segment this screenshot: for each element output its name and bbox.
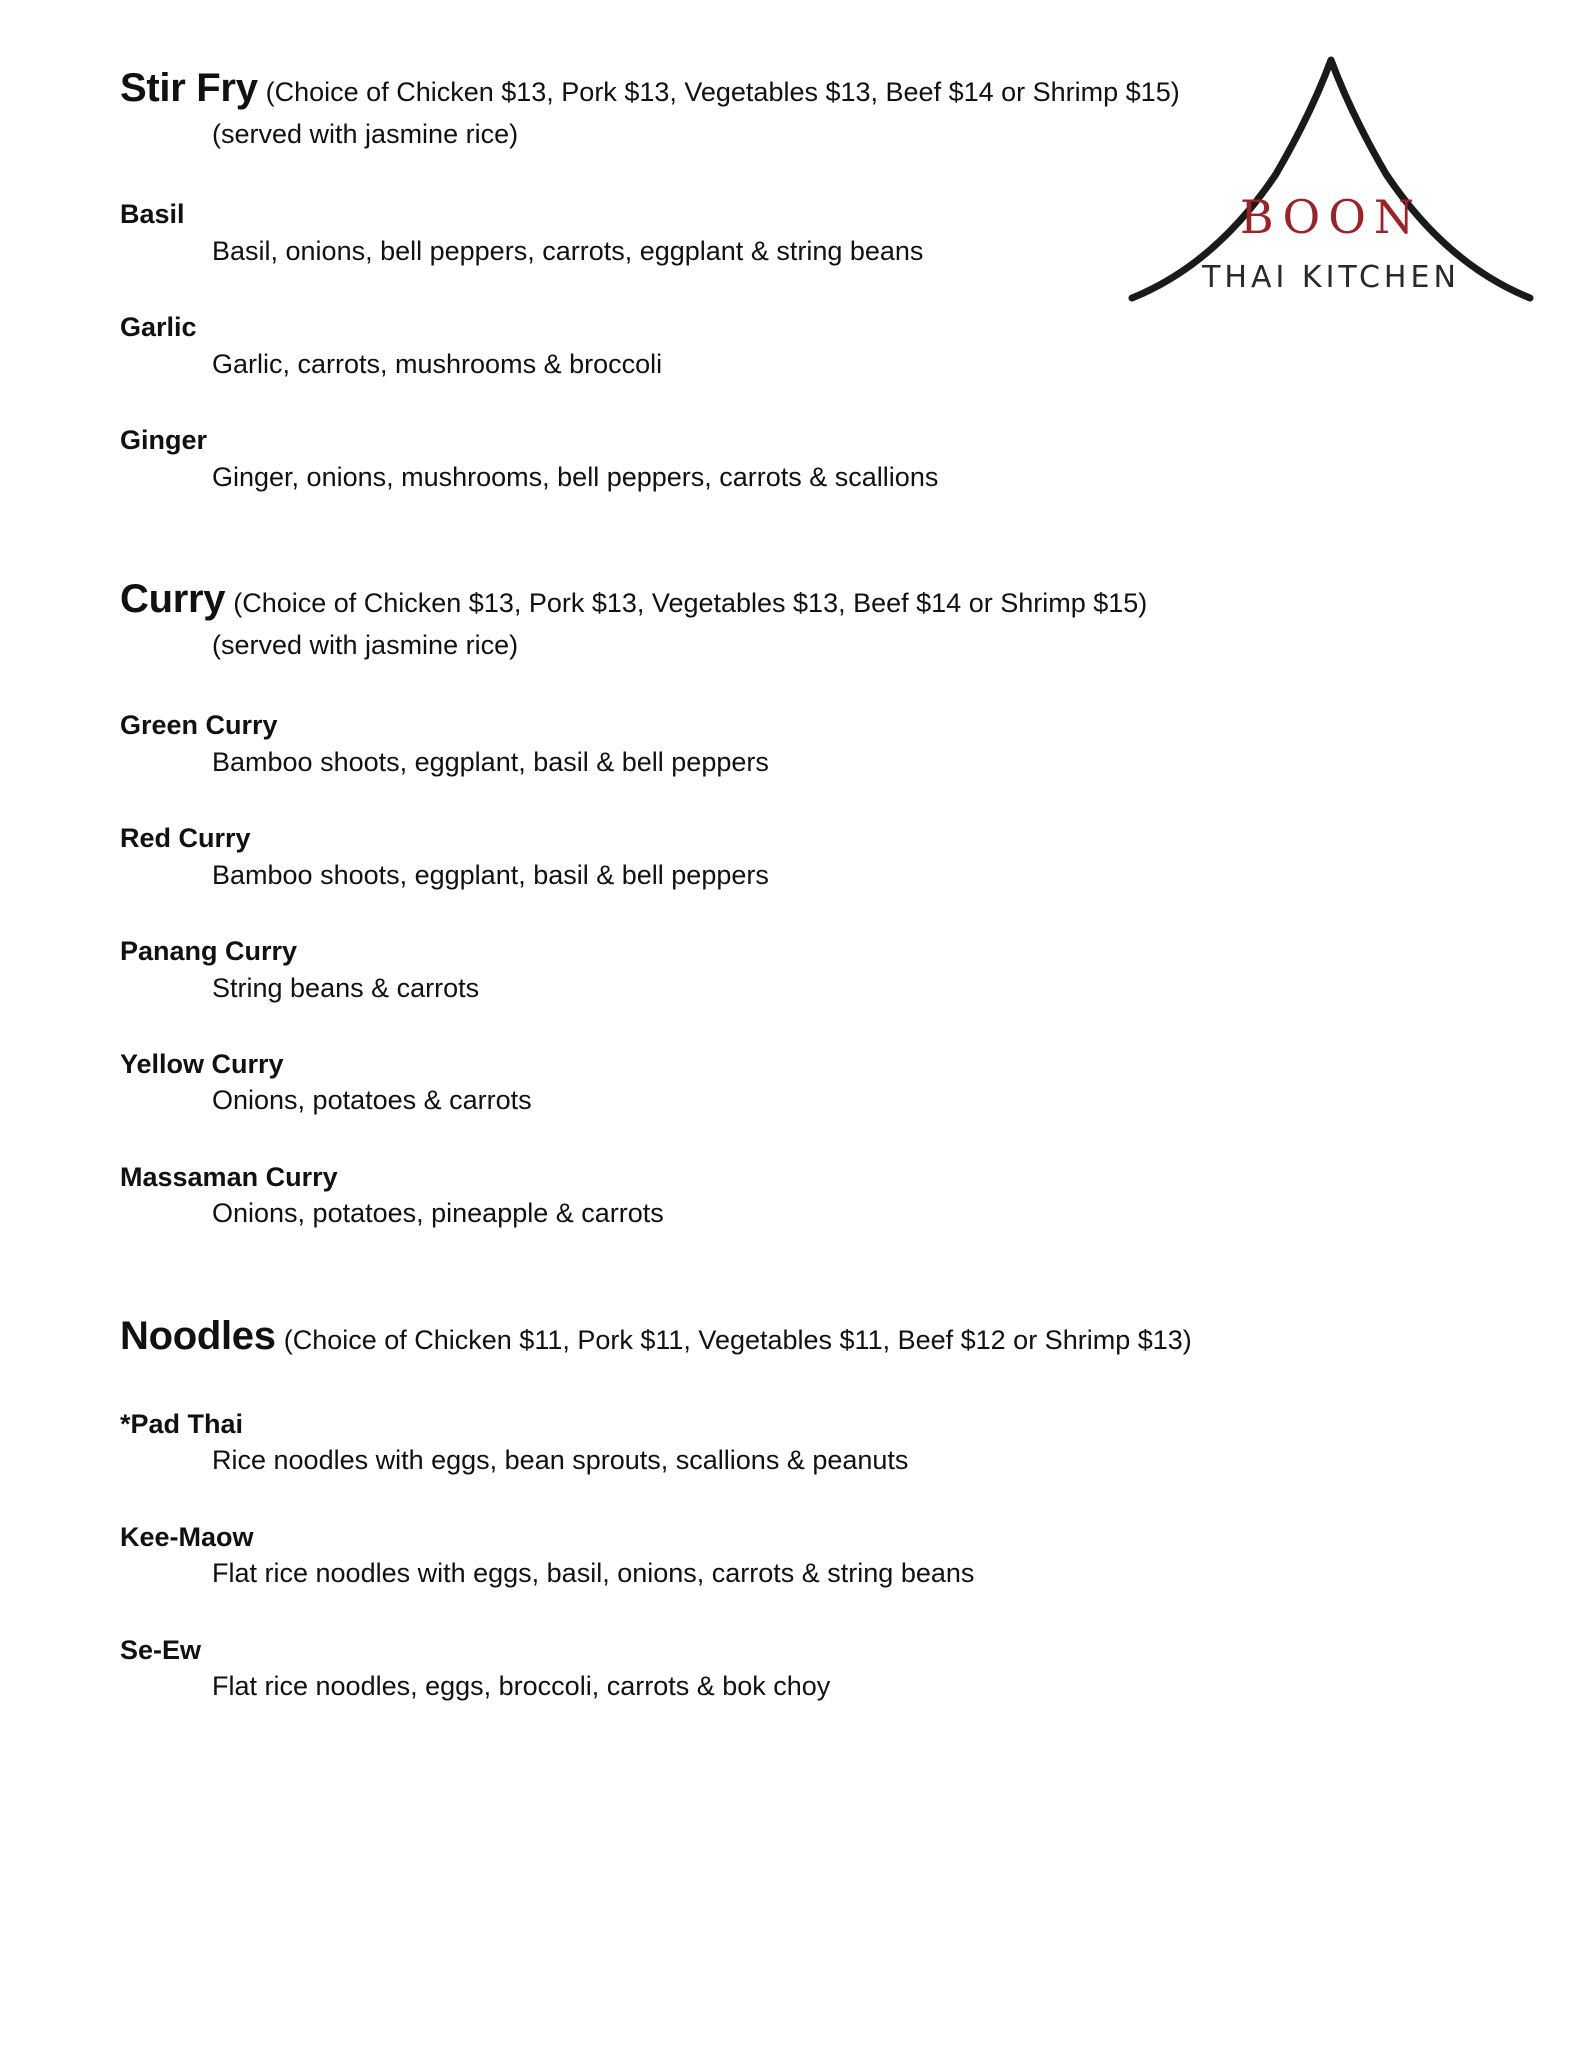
item-name: Se-Ew bbox=[120, 1634, 202, 1665]
item-description: Onions, potatoes & carrots bbox=[212, 1085, 532, 1116]
menu-item bbox=[120, 196, 1200, 269]
section-title: Stir Fry bbox=[120, 66, 258, 110]
menu bbox=[120, 64, 1200, 1784]
item-name: Basil bbox=[120, 199, 185, 230]
logo-name: BOON bbox=[1239, 190, 1423, 244]
item-name: Green Curry bbox=[120, 710, 278, 741]
section-header bbox=[120, 1312, 1200, 1360]
menu-item bbox=[120, 707, 1200, 780]
item-name: Yellow Curry bbox=[120, 1049, 284, 1080]
item-description: Bamboo shoots, eggplant, basil & bell peppers bbox=[212, 859, 769, 890]
section-choices: (Choice of Chicken $13, Pork $13, Vegetables $13, Beef $14 or Shrimp $15) bbox=[233, 588, 1148, 619]
item-description: Basil, onions, bell peppers, carrots, eggplant & string beans bbox=[212, 235, 924, 266]
item-list bbox=[120, 707, 1200, 1231]
item-name: Garlic bbox=[120, 312, 197, 343]
section-note: (served with jasmine rice) bbox=[212, 630, 519, 661]
item-name: Red Curry bbox=[120, 823, 251, 854]
item-name: *Pad Thai bbox=[120, 1408, 244, 1439]
section-header bbox=[120, 575, 1200, 661]
menu-item bbox=[120, 309, 1200, 382]
menu-item bbox=[120, 933, 1200, 1006]
section-title: Curry bbox=[120, 577, 226, 622]
logo-subtitle: THAI KITCHEN bbox=[1202, 260, 1460, 295]
item-list bbox=[120, 196, 1200, 495]
section-choices: (Choice of Chicken $11, Pork $11, Vegetables $11, Beef $12 or Shrimp $13) bbox=[283, 1324, 1192, 1355]
menu-item bbox=[120, 422, 1200, 495]
section-noodles bbox=[120, 1312, 1200, 1705]
menu-item bbox=[120, 1406, 1200, 1479]
item-description: Bamboo shoots, eggplant, basil & bell peppers bbox=[212, 746, 769, 777]
menu-item bbox=[120, 1632, 1200, 1705]
item-description: Onions, potatoes, pineapple & carrots bbox=[212, 1198, 664, 1229]
menu-item bbox=[120, 1519, 1200, 1592]
menu-item bbox=[120, 1046, 1200, 1119]
item-description: Garlic, carrots, mushrooms & broccoli bbox=[212, 348, 663, 379]
section-stir-fry bbox=[120, 64, 1200, 495]
item-description: Ginger, onions, mushrooms, bell peppers, carrots & scallions bbox=[212, 461, 939, 492]
menu-item bbox=[120, 1159, 1200, 1232]
item-name: Ginger bbox=[120, 425, 208, 456]
section-choices: (Choice of Chicken $13, Pork $13, Vegetables $13, Beef $14 or Shrimp $15) bbox=[265, 77, 1180, 107]
item-description: Flat rice noodles with eggs, basil, onions, carrots & string beans bbox=[212, 1558, 975, 1589]
item-description: Flat rice noodles, eggs, broccoli, carrots & bok choy bbox=[212, 1670, 831, 1701]
item-name: Massaman Curry bbox=[120, 1161, 338, 1192]
item-list bbox=[120, 1406, 1200, 1705]
item-description: String beans & carrots bbox=[212, 972, 480, 1003]
section-note: (served with jasmine rice) bbox=[212, 119, 519, 149]
section-header bbox=[120, 64, 1200, 150]
section-curry bbox=[120, 575, 1200, 1232]
section-title: Noodles bbox=[120, 1313, 276, 1358]
menu-item bbox=[120, 820, 1200, 893]
item-description: Rice noodles with eggs, bean sprouts, scallions & peanuts bbox=[212, 1445, 909, 1476]
item-name: Kee-Maow bbox=[120, 1521, 254, 1552]
item-name: Panang Curry bbox=[120, 936, 298, 967]
